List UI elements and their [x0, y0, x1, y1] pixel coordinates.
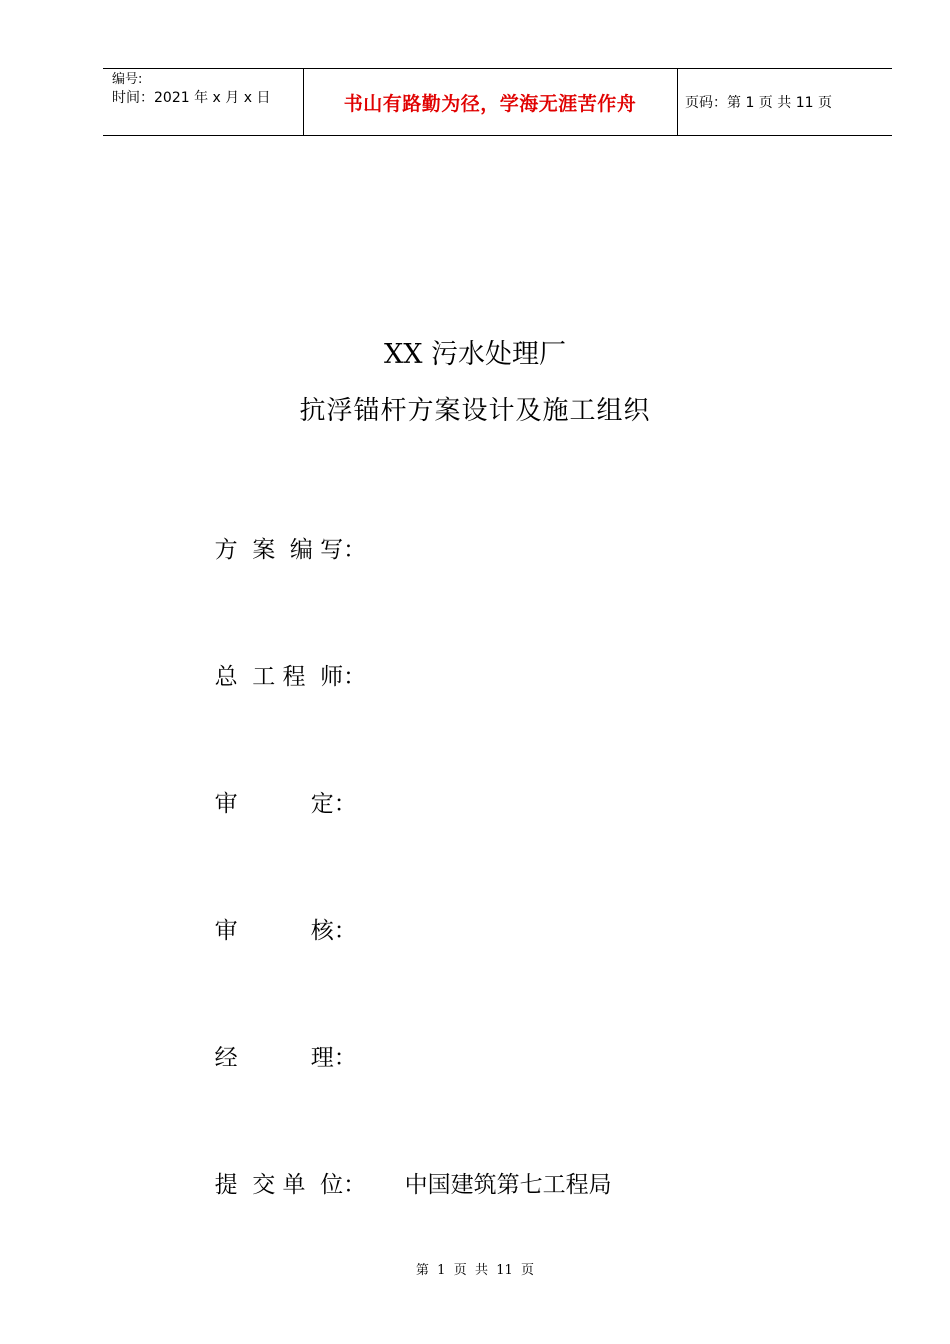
- field-submitting-unit-label: 提 交 单 位：: [214, 1172, 367, 1198]
- document-subtitle: 抗浮锚杆方案设计及施工组织: [299, 396, 651, 426]
- field-submitting-unit-value: 中国建筑第七工程局: [404, 1172, 612, 1198]
- serial-number-label: 编号:: [112, 72, 143, 87]
- document-title: XX 污水处理厂: [383, 339, 567, 370]
- field-author-label: 方 案 编 写：: [214, 537, 367, 563]
- field-manager: [200, 1013, 405, 1071]
- field-submitting-unit: [200, 1140, 612, 1198]
- header-page-cell: [677, 69, 892, 135]
- field-manager-label: 经 理：: [214, 1045, 357, 1071]
- date-text: 时间：2021 年 x 月 x 日: [112, 90, 271, 106]
- field-approval: [200, 759, 405, 817]
- field-review-label: 审 核：: [214, 918, 357, 944]
- field-approval-label: 审 定：: [214, 791, 357, 817]
- motto-text: 书山有路勤为径，学海无涯苦作舟: [343, 92, 637, 115]
- page-code: 页码：第 1 页 共 11 页: [685, 95, 832, 111]
- header-motto-cell: [303, 69, 678, 135]
- field-review: [200, 886, 405, 944]
- page-footer-number: 第 1 页 共 11 页: [415, 1263, 535, 1278]
- page-header: [103, 68, 892, 136]
- field-chief-engineer-label: 总 工 程 师：: [214, 664, 367, 690]
- header-info-cell: [103, 69, 304, 135]
- field-author: [200, 505, 405, 563]
- field-chief-engineer: [200, 632, 405, 690]
